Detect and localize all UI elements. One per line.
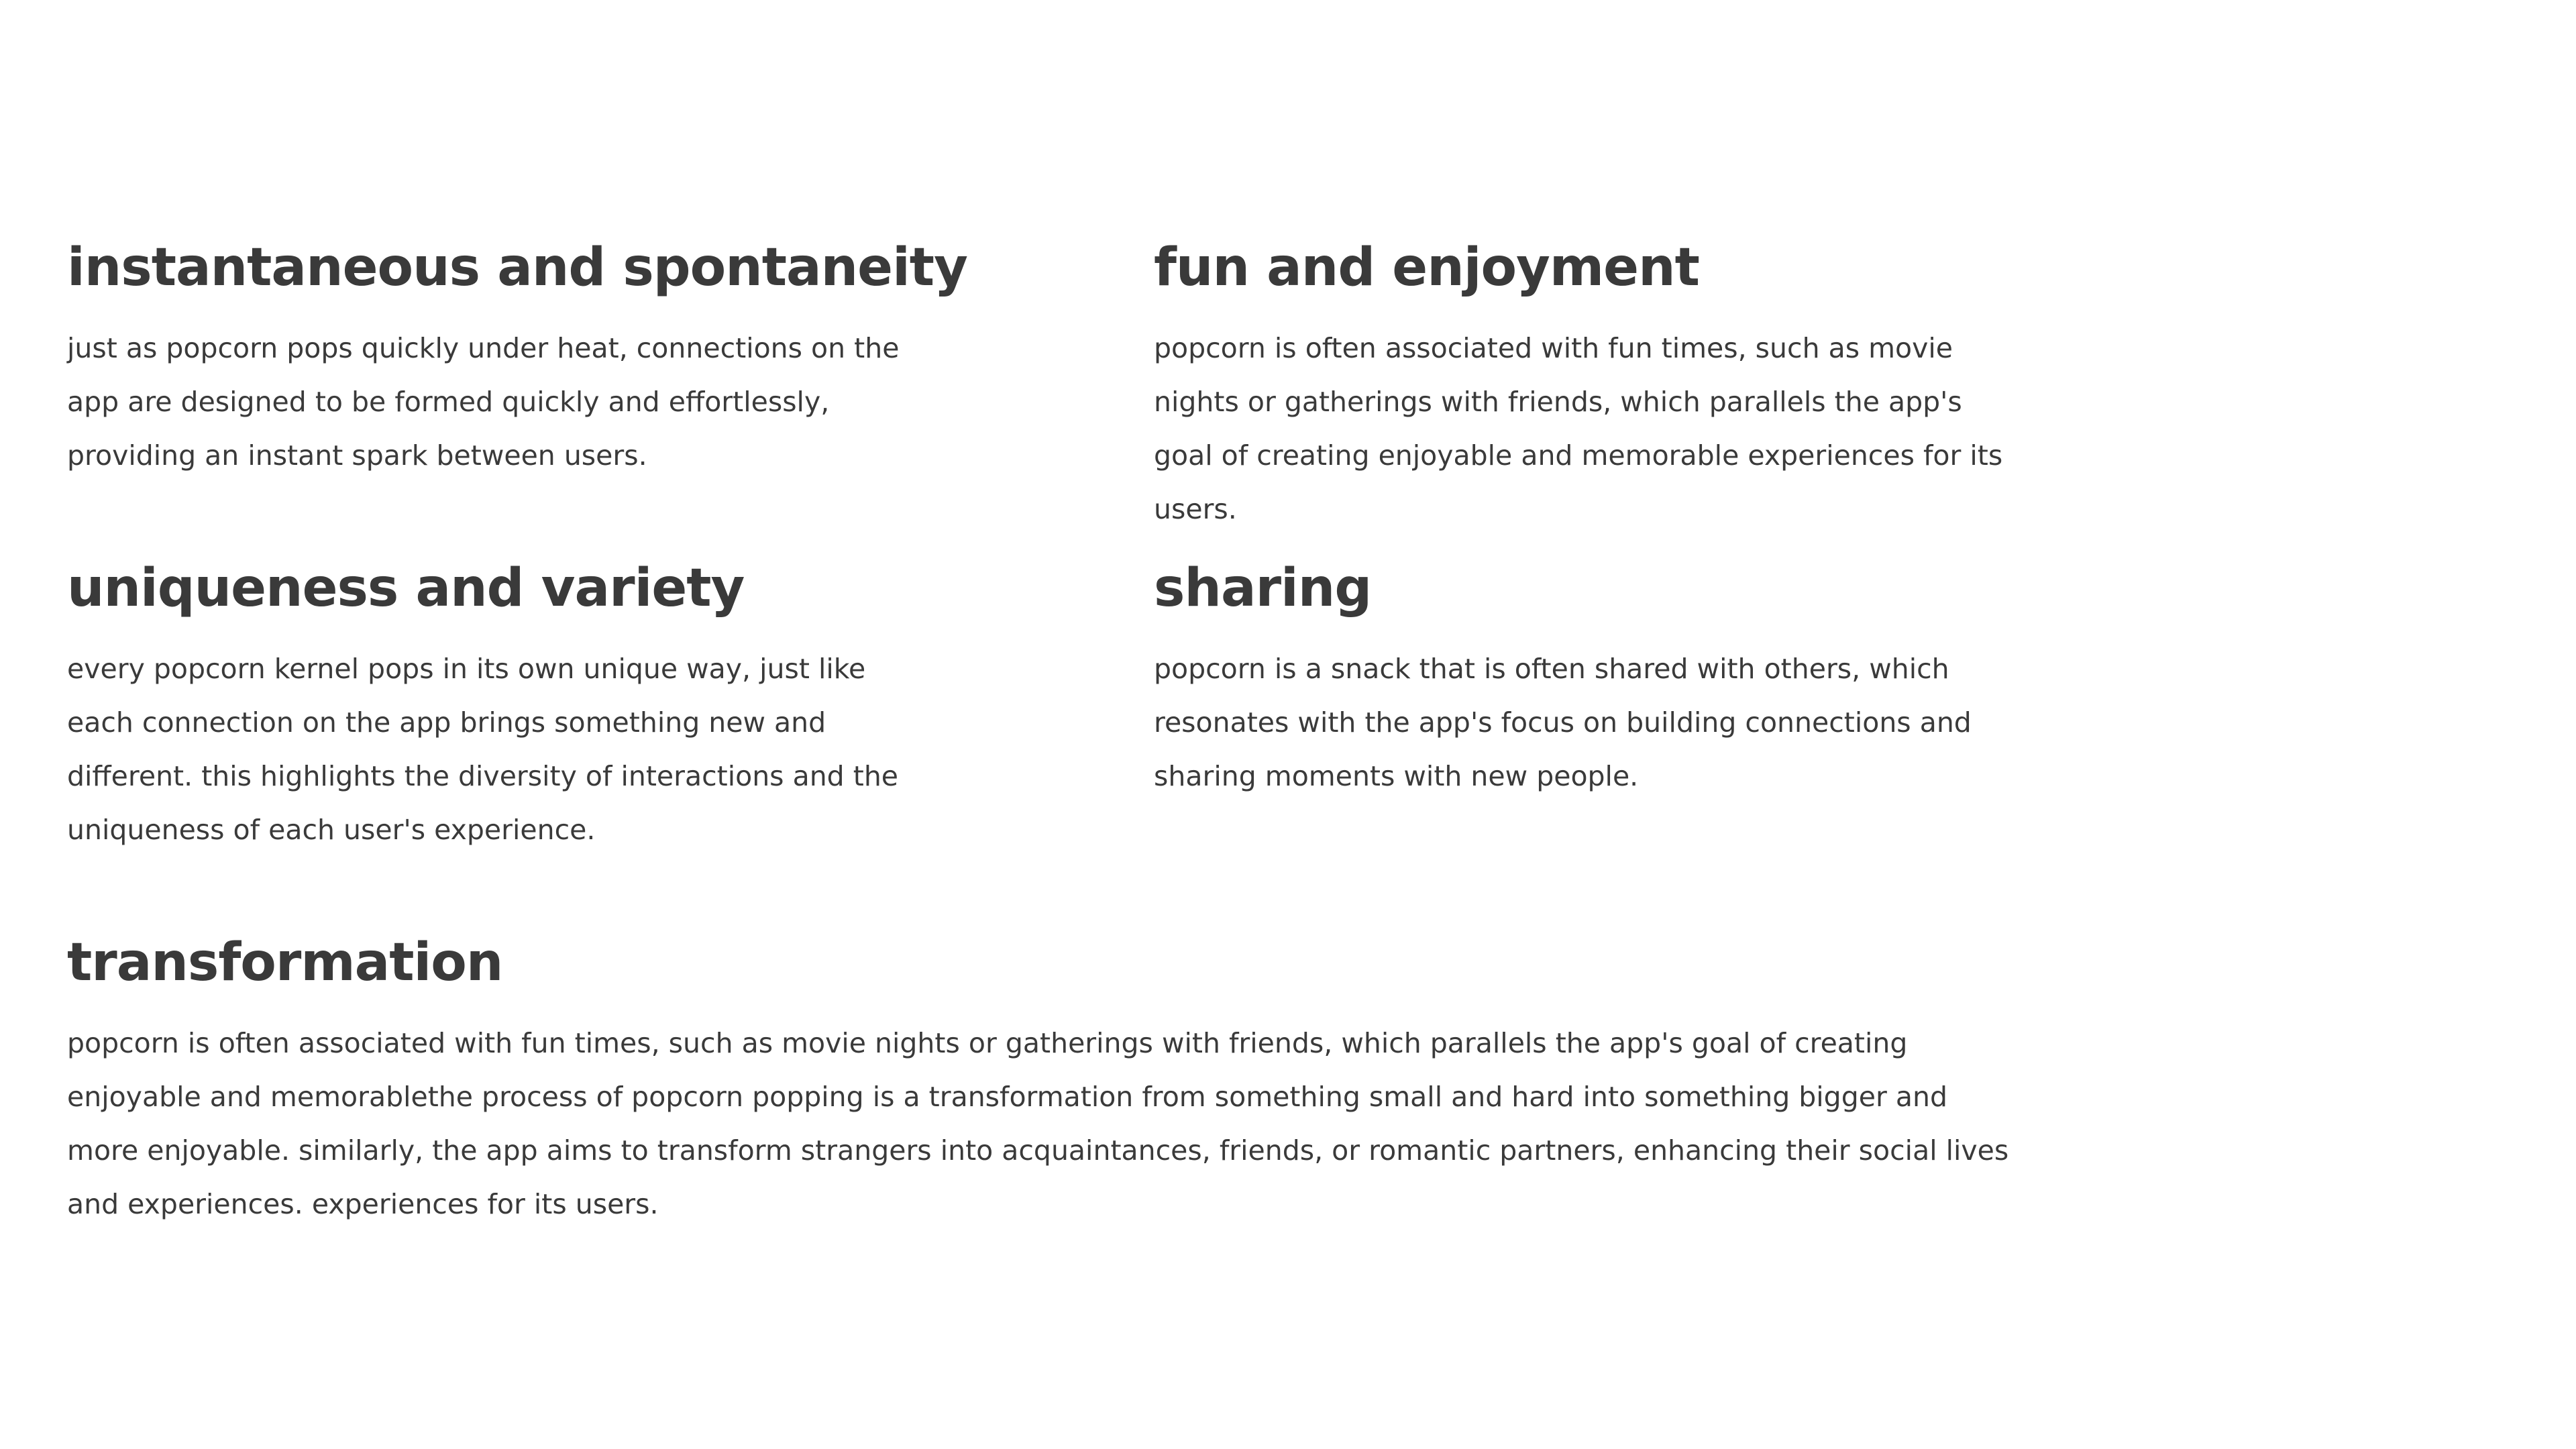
section-title: fun and enjoyment [1154,237,1699,298]
section-sharing [1154,560,2026,803]
section-fun-and-enjoyment [1154,239,2026,536]
section-title: uniqueness and variety [67,558,745,619]
section-transformation [67,934,2026,1231]
section-body: popcorn is a snack that is often shared with others, which resonates with the app's focus on building connections and sharing moments with new people. [1154,652,1972,792]
section-instantaneous [67,237,967,482]
section-body: every popcorn kernel pops in its own unique way, just like each connection on the app brings something new and different. this highlights the diversity of interactions and the uniqueness of each user's experience. [67,652,899,846]
section-body: just as popcorn pops quickly under heat, connections on the app are designed to be formed quickly and effortlessly, providing an instant spark between users. [67,331,900,472]
section-title: instantaneous and spontaneity [67,237,967,298]
section-title: transformation [67,932,503,993]
section-uniqueness-and-variety [67,560,939,857]
section-body: popcorn is often associated with fun times, such as movie nights or gatherings with friends, which parallels the app's goal of creating enjoyable and memorablethe process of popcorn popping is a transformation from something small and hard into something bigger and more enjoyable. similarly, the app aims to transform strangers into acquaintances, friends, or romantic partners, enhancing their social lives and experiences. experiences for its users. [67,1026,2009,1220]
section-title: sharing [1154,558,1372,619]
section-body: popcorn is often associated with fun times, such as movie nights or gatherings with friends, which parallels the app's goal of creating enjoyable and memorable experiences for its users. [1154,331,2003,525]
